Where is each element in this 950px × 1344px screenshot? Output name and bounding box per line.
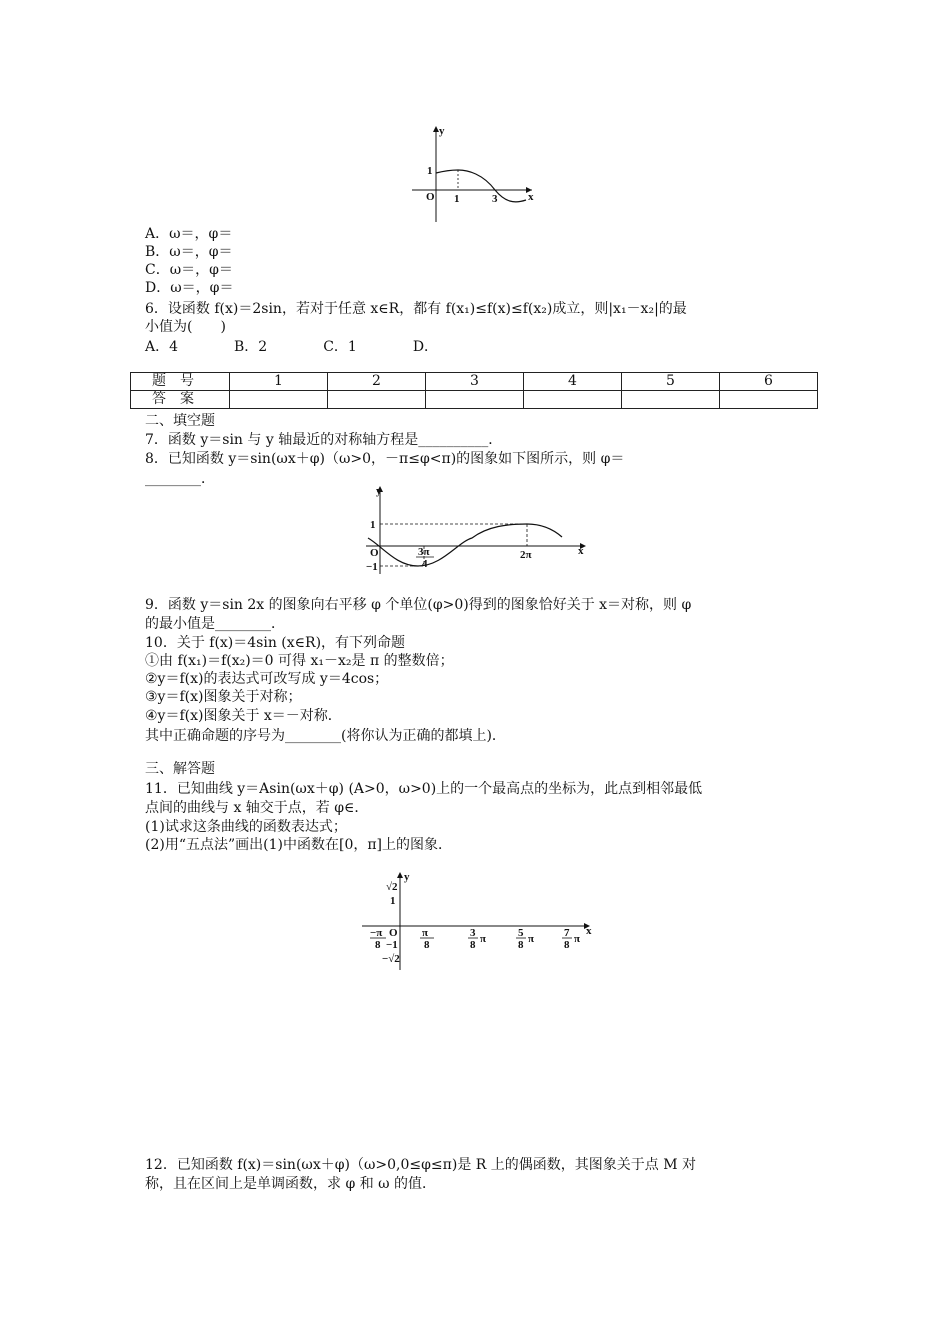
answer-cell[interactable] — [230, 391, 328, 409]
fig3-tick-pi8-den: 8 — [424, 939, 430, 951]
q10-item-3: ③y＝f(x)图象关于对称； — [145, 689, 302, 705]
table-cell: 1 — [230, 373, 328, 391]
q11-line-1: 11．已知曲线 y＝Asin(ωx＋φ) (A>0，ω>0)上的一个最高点的坐标为，此点到相邻最低 — [145, 781, 703, 797]
table-cell: 5 — [622, 373, 720, 391]
answer-cell[interactable] — [524, 391, 622, 409]
fig2-x-label: x — [578, 545, 584, 557]
fig3-tick-3pi8-num: 3 — [470, 927, 476, 939]
fig3-tick-7pi8-suffix: π — [574, 933, 581, 945]
q12-line-1: 12．已知函数 f(x)＝sin(ωx＋φ)（ω>0,0≤φ≤π)是 R 上的偶函数，其图象关于点 M 对 — [145, 1157, 696, 1173]
q9-line-1: 9．函数 y＝sin 2x 的图象向右平移 φ 个单位(φ>0)得到的图象恰好关于 x＝对称，则 φ — [145, 597, 692, 613]
fig3-tick-neg-pi8-num: −π — [370, 927, 383, 939]
fig3-sqrt2: √2 — [386, 881, 398, 893]
fig2-tick-b: 2π — [520, 549, 532, 561]
fig2-tick-a: 3π — [418, 546, 430, 558]
fig3-x-label: x — [586, 925, 592, 937]
fig2-origin: O — [370, 547, 379, 559]
fig3-one: 1 — [390, 895, 396, 907]
q10-ending: 其中正确命题的序号为________(将你认为正确的都填上)． — [145, 728, 506, 744]
q6-line-2: 小值为( ) — [145, 319, 226, 335]
table-cell: 6 — [720, 373, 818, 391]
section-2-title: 二、填空题 — [145, 413, 215, 429]
fig1-tick-3: 3 — [492, 193, 498, 205]
fig3-neg-sqrt2: −√2 — [382, 953, 400, 965]
table-head-answer: 答案 — [131, 391, 230, 409]
fig3-tick-neg-pi8-den: 8 — [375, 939, 381, 951]
table-cell: 2 — [328, 373, 426, 391]
q6-options: A．4 B．2 C．1 D． — [145, 339, 439, 355]
fig3-neg-one: −1 — [386, 939, 398, 951]
fig2-tick-a-den: 4 — [422, 558, 428, 570]
fig2-y-label: y — [376, 485, 382, 497]
fig1-y-label: y — [439, 125, 445, 137]
fig3-tick-5pi8-suffix: π — [528, 933, 535, 945]
fig1-x-label: x — [528, 191, 534, 203]
q10-line-1: 10．关于 f(x)＝4sin (x∈R)，有下列命题 — [145, 635, 406, 651]
q11-line-2: 点间的曲线与 x 轴交于点，若 φ∈． — [145, 800, 369, 816]
q11-part-2: (2)用“五点法”画出(1)中函数在[0，π]上的图象． — [145, 837, 453, 853]
fig3-tick-5pi8-num: 5 — [518, 927, 524, 939]
answer-table-row-numbers — [131, 373, 818, 391]
fig2-y-bottom: −1 — [366, 561, 378, 573]
q12-line-2: 称，且在区间上是单调函数，求 φ 和 ω 的值． — [145, 1176, 437, 1192]
q9-line-2: 的最小值是________． — [145, 616, 285, 632]
fig3-y-label: y — [404, 871, 410, 883]
fig3-tick-3pi8-suffix: π — [480, 933, 487, 945]
q5-option-a: A．ω＝，φ＝ — [145, 226, 233, 242]
figure-2-sine-graph — [362, 482, 592, 578]
q8-line-1: 8．已知函数 y＝sin(ωx＋φ)（ω>0，－π≤φ<π)的图象如下图所示，则 φ＝ — [145, 451, 625, 467]
fig1-origin: O — [426, 191, 435, 203]
figure-3-blank-grid — [356, 868, 596, 974]
q10-item-4: ④y＝f(x)图象关于 x＝－对称． — [145, 708, 342, 724]
fig3-tick-7pi8-num: 7 — [564, 927, 570, 939]
table-head-number: 题号 — [131, 373, 230, 391]
q11-part-1: (1)试求这条曲线的函数表达式； — [145, 819, 347, 835]
answer-cell[interactable] — [328, 391, 426, 409]
fig3-tick-3pi8-den: 8 — [470, 939, 476, 951]
q8-line-2: ________． — [145, 471, 215, 487]
q6-line-1: 6．设函数 f(x)＝2sin，若对于任意 x∈R，都有 f(x₁)≤f(x)≤f(x₂)成立，则|x₁－x₂|的最 — [145, 301, 687, 317]
table-cell: 4 — [524, 373, 622, 391]
q5-option-c: C．ω＝，φ＝ — [145, 262, 233, 278]
answer-cell[interactable] — [426, 391, 524, 409]
answer-table-row-answers — [131, 391, 818, 409]
fig3-tick-pi8-num: π — [422, 927, 429, 939]
q5-option-d: D．ω＝，φ＝ — [145, 280, 234, 296]
q5-option-b: B．ω＝，φ＝ — [145, 244, 233, 260]
answer-table — [130, 372, 818, 409]
fig1-y-tick: 1 — [427, 165, 433, 177]
answer-cell[interactable] — [720, 391, 818, 409]
q10-item-2: ②y＝f(x)的表达式可改写成 y＝4cos； — [145, 671, 389, 687]
section-3-title: 三、解答题 — [145, 761, 215, 777]
fig3-tick-5pi8-den: 8 — [518, 939, 524, 951]
answer-cell[interactable] — [622, 391, 720, 409]
q7: 7．函数 y＝sin 与 y 轴最近的对称轴方程是__________． — [145, 432, 503, 448]
q10-item-1: ①由 f(x₁)＝f(x₂)＝0 可得 x₁－x₂是 π 的整数倍； — [145, 653, 454, 669]
figure-1-sine-graph — [408, 122, 538, 226]
fig1-tick-1: 1 — [454, 193, 460, 205]
fig2-y-top: 1 — [370, 519, 376, 531]
table-cell: 3 — [426, 373, 524, 391]
fig3-tick-7pi8-den: 8 — [564, 939, 570, 951]
fig3-origin: O — [389, 927, 398, 939]
